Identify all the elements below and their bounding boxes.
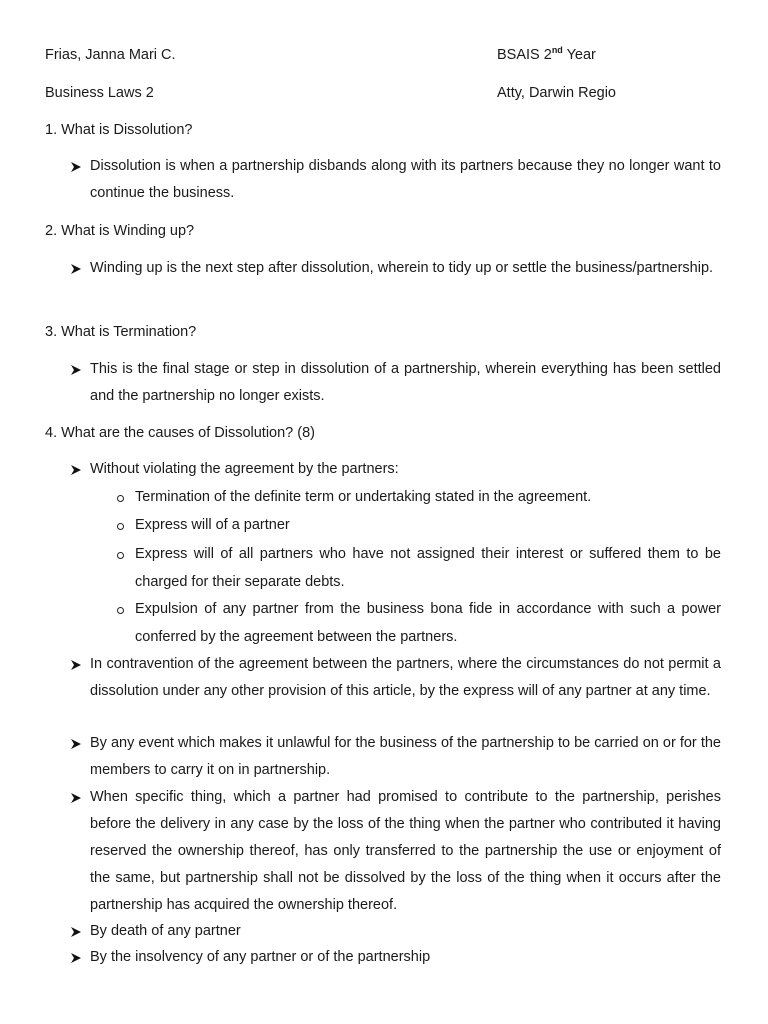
- sub-list-item: [117, 602, 721, 651]
- program-suffix: Year: [562, 47, 596, 63]
- list-item: [69, 950, 721, 971]
- bullet-text: This is the final stage or step in dissolution of a partnership, wherein everything has been settled and the partnership no longer exists.: [90, 361, 721, 404]
- list-item: [69, 657, 721, 705]
- instructor-name: Atty, Darwin Regio: [497, 85, 616, 101]
- bullet-text: Dissolution is when a partnership disbands along with its partners because they no longer want to continue the business.: [90, 158, 721, 201]
- program-prefix: BSAIS 2: [497, 47, 552, 63]
- program-year: [497, 47, 596, 63]
- list-item: [69, 261, 721, 282]
- arrowhead-bullet-icon: [69, 463, 83, 477]
- sub-list-item: [117, 490, 721, 512]
- question-title: 3. What is Termination?: [45, 324, 197, 340]
- question-title: 2. What is Winding up?: [45, 223, 195, 239]
- list-item: [69, 362, 721, 410]
- list-item: [69, 462, 721, 483]
- arrowhead-bullet-icon: [69, 925, 83, 939]
- hollow-circle-bullet-icon: [117, 607, 124, 614]
- question-title: 4. What are the causes of Dissolution? (8): [45, 425, 315, 441]
- sub-list-item: [117, 518, 721, 540]
- arrowhead-bullet-icon: [69, 951, 83, 965]
- hollow-circle-bullet-icon: [117, 523, 124, 530]
- arrowhead-bullet-icon: [69, 737, 83, 751]
- bullet-text: By any event which makes it unlawful for the business of the partnership to be carried on or for the members to carry it on in partnership.: [90, 735, 721, 778]
- student-name: Frias, Janna Mari C.: [45, 47, 176, 63]
- sub-item-text: Express will of a partner: [135, 517, 290, 533]
- sub-item-text: Express will of all partners who have not assigned their interest or suffered them to be charged for their separate debts.: [135, 546, 721, 590]
- hollow-circle-bullet-icon: [117, 552, 124, 559]
- header-row-2: [45, 85, 725, 105]
- sub-item-text: Expulsion of any partner from the business bona fide in accordance with such a power conferred by the agreement between the partners.: [135, 601, 721, 645]
- bullet-text: When specific thing, which a partner had promised to contribute to the partnership, perishes before the delivery in any case by the loss of the thing when the partner who contributed it having reserved the ownership thereof, has only transferred to the partnership the use or enjoyment of the same, but partnership shall not be dissolved by the loss of the thing when it occurs after the partnership has acquired the ownership thereof.: [90, 789, 721, 913]
- bullet-text: By the insolvency of any partner or of the partnership: [90, 949, 431, 965]
- subject-name: Business Laws 2: [45, 85, 154, 101]
- program-ordinal: nd: [551, 45, 563, 55]
- header-row-1: [45, 47, 725, 67]
- arrowhead-bullet-icon: [69, 160, 83, 174]
- list-item: [69, 790, 721, 919]
- arrowhead-bullet-icon: [69, 262, 83, 276]
- sub-list-item: [117, 547, 721, 596]
- list-item: [69, 159, 721, 207]
- bullet-text: By death of any partner: [90, 923, 241, 939]
- sub-item-text: Termination of the definite term or undertaking stated in the agreement.: [135, 489, 592, 505]
- bullet-text: Winding up is the next step after dissolution, wherein to tidy up or settle the business/partnership.: [90, 260, 714, 276]
- bullet-text: In contravention of the agreement between the partners, where the circumstances do not permit a dissolution under any other provision of this article, by the express will of any partner at any time.: [90, 656, 721, 699]
- arrowhead-bullet-icon: [69, 658, 83, 672]
- arrowhead-bullet-icon: [69, 791, 83, 805]
- hollow-circle-bullet-icon: [117, 495, 124, 502]
- list-item: [69, 736, 721, 784]
- list-item: [69, 924, 721, 945]
- bullet-text: Without violating the agreement by the partners:: [90, 461, 399, 477]
- arrowhead-bullet-icon: [69, 363, 83, 377]
- question-title: 1. What is Dissolution?: [45, 122, 193, 138]
